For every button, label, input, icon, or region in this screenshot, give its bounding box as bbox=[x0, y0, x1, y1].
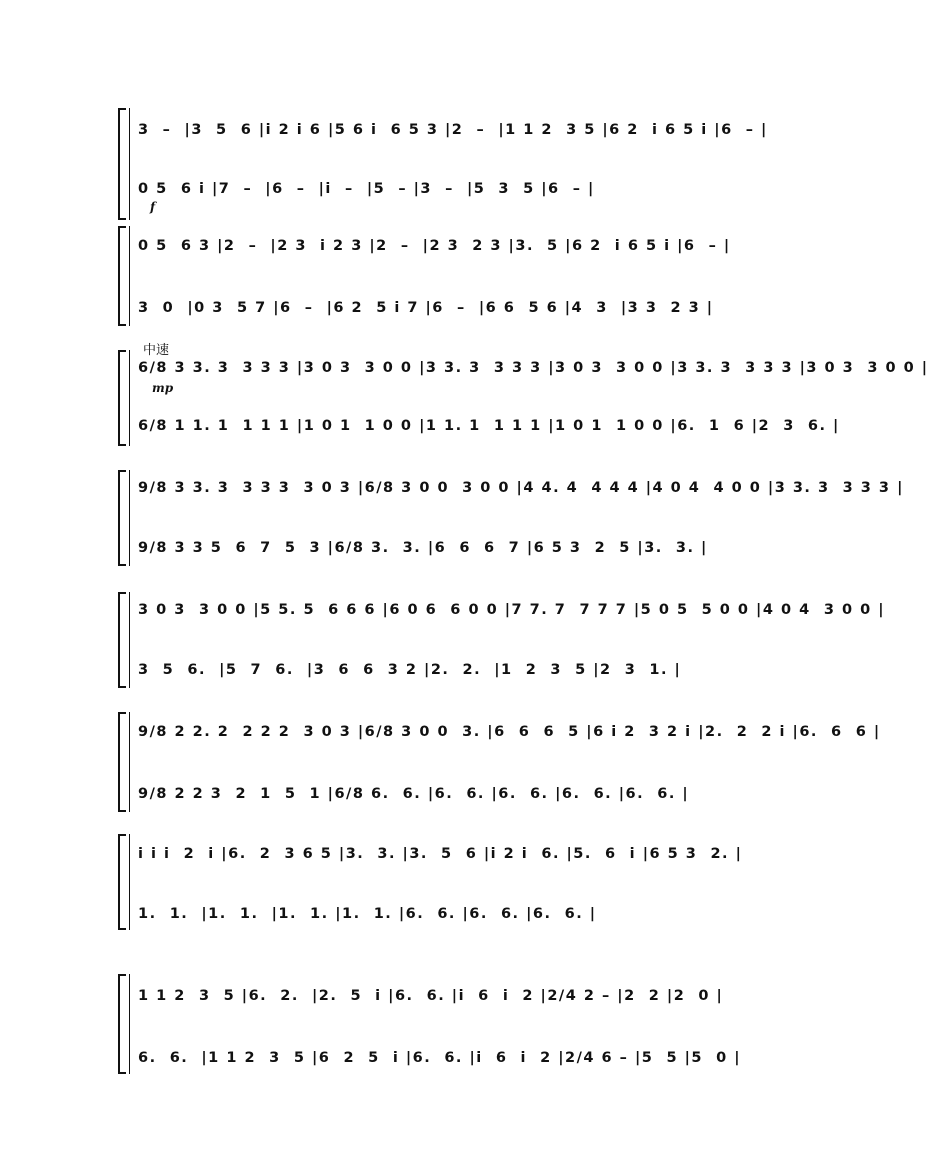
upper-part bbox=[138, 840, 754, 868]
lower-part-notes: 1. 1. |1. 1. |1. 1. |1. 1. |6. 6. |6. 6. |6. 6. | bbox=[138, 906, 597, 922]
upper-part bbox=[138, 982, 754, 1010]
upper-part-notes: 9/8 2 2. 2 2 2 2 3 0 3 |6/8 3 0 0 3. |6 6 6 5 |6 i 2 3 2 i |2. 2 2 i |6. 6 6 | bbox=[138, 724, 881, 740]
lower-part-notes: 6/8 1 1. 1 1 1 1 |1 0 1 1 0 0 |1 1. 1 1 1 1 |1 0 1 1 0 0 |6. 1 6 |2 3 6. | bbox=[138, 418, 840, 434]
lower-part-notes: 3 5 6. |5 7 6. |3 6 6 3 2 |2. 2. |1 2 3 5 |2 3 1. | bbox=[138, 662, 682, 678]
system-bracket-line bbox=[129, 470, 130, 566]
upper-part bbox=[138, 232, 754, 260]
system-bracket bbox=[118, 712, 126, 812]
upper-part bbox=[138, 596, 886, 624]
lower-part-notes: 0 5 6 i |7 – |6 – |i – |5 – |3 – |5 3 5 |6 – | bbox=[138, 181, 595, 197]
upper-part-notes: 9/8 3 3. 3 3 3 3 3 0 3 |6/8 3 0 0 3 0 0 |4 4. 4 4 4 4 |4 0 4 4 0 0 |3 3. 3 3 3 3 | bbox=[138, 480, 904, 496]
upper-part-notes: 3 0 3 3 0 0 |5 5. 5 6 6 6 |6 0 6 6 0 0 |7 7. 7 7 7 7 |5 0 5 5 0 0 |4 0 4 3 0 0 | bbox=[138, 602, 886, 618]
lower-part bbox=[138, 412, 840, 440]
system-bracket-line bbox=[129, 834, 130, 930]
system-bracket bbox=[118, 592, 126, 688]
system-bracket-line bbox=[129, 226, 130, 326]
lower-part bbox=[138, 175, 754, 203]
upper-part-notes: 3 – |3 5 6 |i 2 i 6 |5 6 i 6 5 3 |2 – |1 1 2 3 5 |6 2 i 6 5 i |6 – | bbox=[138, 122, 768, 138]
system-bracket bbox=[118, 834, 126, 930]
upper-part bbox=[138, 116, 768, 144]
system-bracket bbox=[118, 974, 126, 1074]
lower-part bbox=[138, 294, 754, 322]
system-bracket bbox=[118, 226, 126, 326]
system-bracket bbox=[118, 470, 126, 566]
lower-part-notes: 9/8 2 2 3 2 1 5 1 |6/8 6. 6. |6. 6. |6. 6. |6. 6. |6. 6. | bbox=[138, 786, 690, 802]
upper-part bbox=[138, 354, 929, 382]
system-bracket bbox=[118, 350, 126, 446]
dynamic-forte: f bbox=[150, 200, 156, 214]
score-system-6 bbox=[118, 712, 881, 812]
upper-part bbox=[138, 474, 904, 502]
lower-part bbox=[138, 900, 754, 928]
score-system-4 bbox=[118, 470, 904, 566]
upper-part-notes: i i i 2 i |6. 2 3 6 5 |3. 3. |3. 5 6 |i 2 i 6. |5. 6 i |6 5 3 2. | bbox=[138, 846, 743, 862]
score-system-8 bbox=[118, 974, 754, 1074]
score-system-7 bbox=[118, 834, 754, 930]
lower-part bbox=[138, 656, 754, 684]
system-bracket-line bbox=[129, 592, 130, 688]
dynamic-mezzo-piano: mp bbox=[152, 381, 174, 395]
system-bracket bbox=[118, 108, 126, 220]
system-bracket-line bbox=[129, 974, 130, 1074]
score-system-1 bbox=[118, 108, 768, 220]
system-bracket-line bbox=[129, 350, 130, 446]
upper-part-notes: 6/8 3 3. 3 3 3 3 |3 0 3 3 0 0 |3 3. 3 3 3 3 |3 0 3 3 0 0 |3 3. 3 3 3 3 |3 0 3 3 0 0 | bbox=[138, 360, 929, 376]
score-system-5 bbox=[118, 592, 886, 688]
tempo-marking: 中速 bbox=[143, 343, 170, 358]
lower-part bbox=[138, 1044, 754, 1072]
lower-part bbox=[138, 534, 754, 562]
upper-part bbox=[138, 718, 881, 746]
system-bracket-line bbox=[129, 108, 130, 220]
upper-part-notes: 1 1 2 3 5 |6. 2. |2. 5 i |6. 6. |i 6 i 2 |2/4 2 – |2 2 |2 0 | bbox=[138, 988, 724, 1004]
score-system-2 bbox=[118, 226, 754, 326]
lower-part-notes: 9/8 3 3 5 6 7 5 3 |6/8 3. 3. |6 6 6 7 |6 5 3 2 5 |3. 3. | bbox=[138, 540, 708, 556]
system-bracket-line bbox=[129, 712, 130, 812]
score-system-3 bbox=[118, 350, 929, 446]
lower-part-notes: 6. 6. |1 1 2 3 5 |6 2 5 i |6. 6. |i 6 i 2 |2/4 6 – |5 5 |5 0 | bbox=[138, 1050, 742, 1066]
lower-part bbox=[138, 780, 754, 808]
lower-part-notes: 3 0 |0 3 5 7 |6 – |6 2 5 i 7 |6 – |6 6 5 6 |4 3 |3 3 2 3 | bbox=[138, 300, 714, 316]
upper-part-notes: 0 5 6 3 |2 – |2 3 i 2 3 |2 – |2 3 2 3 |3. 5 |6 2 i 6 5 i |6 – | bbox=[138, 238, 731, 254]
